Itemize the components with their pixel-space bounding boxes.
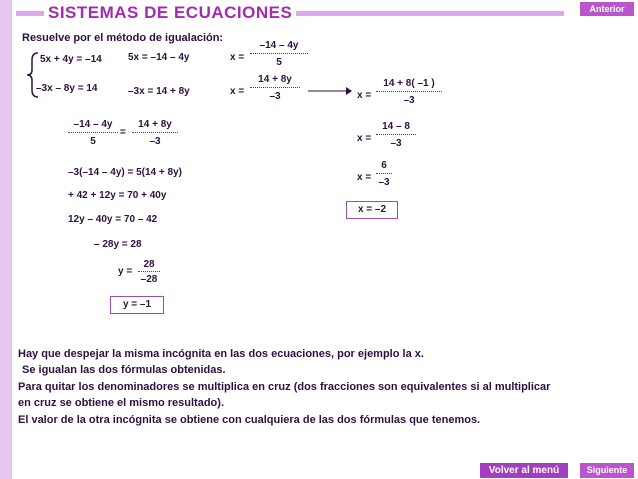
x-fraction-2-denominator: –3 bbox=[269, 91, 281, 102]
x-fraction-1-numerator: –14 – 4y bbox=[259, 40, 299, 51]
y-fraction-numerator: 28 bbox=[143, 259, 155, 270]
equation-1-rearranged: 5x = –14 – 4y bbox=[128, 52, 190, 63]
x-label-1: x = bbox=[230, 52, 245, 63]
explanation-line-3: Para quitar los denominadores se multiplica en cruz (dos fracciones son equivalentes si al multiplicar bbox=[18, 381, 551, 393]
expand-step: + 42 + 12y = 70 + 40y bbox=[68, 190, 167, 201]
equals-sign: = bbox=[120, 127, 126, 138]
x-fraction-1-denominator: 5 bbox=[276, 57, 282, 68]
x-label-3: x = bbox=[357, 90, 372, 101]
x-label-4: x = bbox=[357, 133, 372, 144]
x-step2-denominator: –3 bbox=[390, 138, 402, 149]
back-to-menu-button[interactable]: Volver al menú bbox=[480, 463, 568, 478]
x-label-2: x = bbox=[230, 86, 245, 97]
equated-fraction-left bbox=[68, 118, 118, 148]
x-substitution-fraction bbox=[376, 77, 442, 107]
y-fraction bbox=[138, 259, 160, 285]
equated-fraction-right bbox=[132, 118, 178, 148]
explanation-line-5: El valor de la otra incógnita se obtiene con cualquiera de las dos fórmulas que tenemos. bbox=[18, 414, 481, 426]
equation-1: 5x + 4y = –14 bbox=[40, 54, 102, 65]
explanation-line-1: Hay que despejar la misma incógnita en las dos ecuaciones, por ejemplo la x. bbox=[18, 348, 424, 360]
x-step2-numerator: 14 – 8 bbox=[382, 121, 410, 132]
x-label-5: x = bbox=[357, 172, 372, 183]
equated-left-numerator: –14 – 4y bbox=[73, 119, 113, 130]
fraction-bar bbox=[376, 91, 442, 92]
y-result-box: y = –1 bbox=[110, 296, 164, 314]
x-step3-numerator: 6 bbox=[381, 160, 387, 171]
equated-right-numerator: 14 + 8y bbox=[138, 119, 172, 130]
next-button[interactable]: Siguiente bbox=[580, 463, 634, 478]
right-arrow-icon bbox=[308, 86, 352, 96]
x-result-box: x = –2 bbox=[346, 201, 398, 219]
x-substitution-numerator: 14 + 8( –1 ) bbox=[383, 78, 435, 89]
x-step3-fraction bbox=[376, 159, 392, 189]
x-substitution-denominator: –3 bbox=[403, 95, 415, 106]
equated-right-denominator: –3 bbox=[149, 136, 161, 147]
explanation-line-2: Se igualan las dos fórmulas obtenidas. bbox=[22, 364, 226, 376]
x-fraction-2-numerator: 14 + 8y bbox=[258, 74, 292, 85]
header-bar-right bbox=[296, 11, 564, 16]
previous-button[interactable]: Anterior bbox=[580, 2, 634, 16]
instruction-text: Resuelve por el método de igualación: bbox=[22, 32, 224, 44]
fraction-bar bbox=[68, 132, 118, 133]
fraction-bar bbox=[138, 271, 160, 272]
page-title: SISTEMAS DE ECUACIONES bbox=[48, 3, 293, 22]
fraction-bar bbox=[376, 134, 416, 135]
y-label: y = bbox=[118, 266, 133, 277]
equation-2-rearranged: –3x = 14 + 8y bbox=[128, 86, 190, 97]
x-step3-denominator: –3 bbox=[378, 177, 390, 188]
left-decorative-stripe bbox=[0, 0, 12, 479]
explanation-line-4: en cruz se obtiene el mismo resultado). bbox=[18, 397, 224, 409]
group-terms-step: 12y – 40y = 70 – 42 bbox=[68, 214, 158, 225]
x-fraction-2 bbox=[250, 73, 300, 103]
x-step2-fraction bbox=[376, 120, 416, 150]
fraction-bar bbox=[250, 53, 308, 54]
fraction-bar bbox=[250, 87, 300, 88]
y-fraction-denominator: –28 bbox=[140, 274, 158, 285]
x-fraction-1 bbox=[250, 39, 308, 69]
cross-multiplication-step: –3(–14 – 4y) = 5(14 + 8y) bbox=[68, 167, 182, 178]
fraction-bar bbox=[132, 132, 178, 133]
equated-left-denominator: 5 bbox=[90, 136, 96, 147]
simplify-step: – 28y = 28 bbox=[94, 239, 142, 250]
fraction-bar bbox=[376, 173, 392, 174]
equation-2: –3x – 8y = 14 bbox=[36, 83, 98, 94]
header-bar-left bbox=[16, 11, 44, 16]
